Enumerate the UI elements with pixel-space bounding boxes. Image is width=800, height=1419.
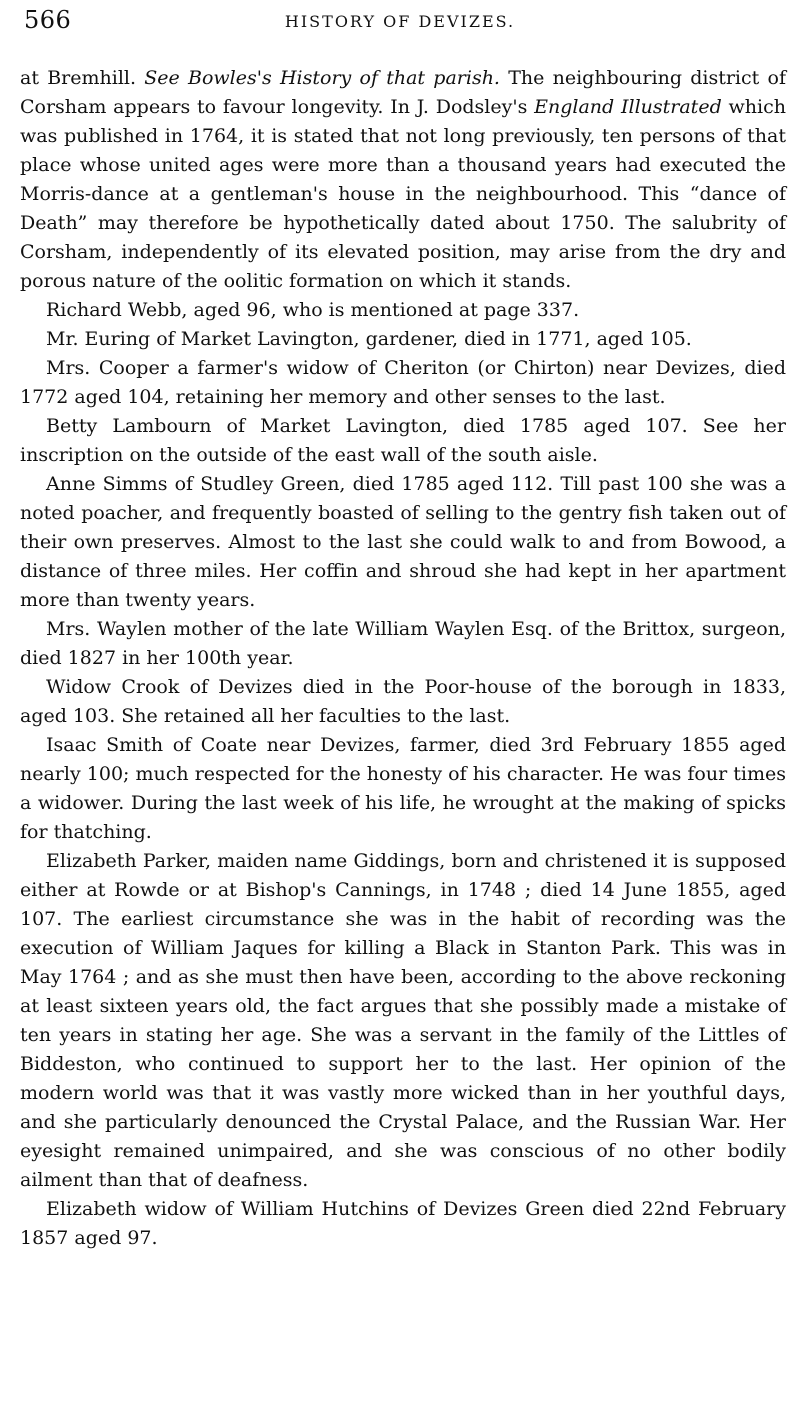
text-run: which was published in 1764, it is stated that not long previously, ten persons of that place whose united ages were more than a thousand years had executed the Morris-dance at a gentleman's house in the neighbourhood. This “dance of Death” may therefore be hypothetically dated about 1750. The salubrity of Corsham, independently of its elevated position, may arise from the dry and porous nature of the oolitic formation on which it stands. [20, 96, 786, 292]
italic-book-title: England Illustrated [534, 96, 722, 118]
italic-reference: See Bowles's History of that parish. [144, 67, 500, 89]
entry-mr-euring: Mr. Euring of Market Lavington, gardener, died in 1771, aged 105. [46, 328, 692, 350]
paragraph-continued [20, 64, 786, 296]
entry-betty-lambourn: Betty Lambourn of Market Lavington, died 1785 aged 107. See her inscription on the outside of the east wall of the south aisle. [20, 415, 786, 466]
entry-anne-simms: Anne Simms of Studley Green, died 1785 aged 112. Till past 100 she was a noted poacher, and frequently boasted of selling to the gentry fish taken out of their own preserves. Almost to the last she could walk to and from Bowood, a distance of three miles. Her coffin and shroud she had kept in her apartment more than twenty years. [20, 473, 786, 611]
text-run: at Bremhill. [20, 67, 145, 89]
entry-widow-crook: Widow Crook of Devizes died in the Poor-house of the borough in 1833, aged 103. She retained all her faculties to the last. [20, 676, 786, 727]
running-head: HISTORY OF DEVIZES. [284, 12, 516, 31]
page-header [24, 6, 776, 40]
entry-mrs-waylen: Mrs. Waylen mother of the late William Waylen Esq. of the Brittox, surgeon, died 1827 in her 100th year. [20, 618, 786, 669]
entry-mrs-cooper: Mrs. Cooper a farmer's widow of Cheriton (or Chirton) near Devizes, died 1772 aged 104, retaining her memory and other senses to the last. [20, 357, 786, 408]
entry-isaac-smith: Isaac Smith of Coate near Devizes, farmer, died 3rd February 1855 aged nearly 100; much respected for the honesty of his character. He was four times a widower. During the last week of his life, he wrought at the making of spicks for thatching. [20, 734, 786, 843]
entry-elizabeth-hutchins: Elizabeth widow of William Hutchins of Devizes Green died 22nd February 1857 aged 97. [20, 1198, 786, 1249]
entry-richard-webb: Richard Webb, aged 96, who is mentioned at page 337. [46, 299, 580, 321]
body-text [20, 64, 786, 1253]
page-number: 566 [24, 6, 72, 34]
entry-elizabeth-parker: Elizabeth Parker, maiden name Giddings, born and christened it is supposed either at Rowde or at Bishop's Cannings, in 1748 ; died 14 June 1855, aged 107. The earliest circumstance she was in the habit of recording was the execution of William Jaques for killing a Black in Stanton Park. This was in May 1764 ; and as she must then have been, according to the above reckoning at least sixteen years old, the fact argues that she possibly made a mistake of ten years in stating her age. She was a servant in the family of the Littles of Biddeston, who continued to support her to the last. Her opinion of the modern world was that it was vastly more wicked than in her youthful days, and she particularly denounced the Crystal Palace, and the Russian War. Her eyesight remained unimpaired, and she was conscious of no other bodily ailment than that of deafness. [20, 850, 786, 1191]
text-run: The neighbouring district of Corsham appears to favour longevity. In J. Dodsley's [20, 67, 787, 118]
